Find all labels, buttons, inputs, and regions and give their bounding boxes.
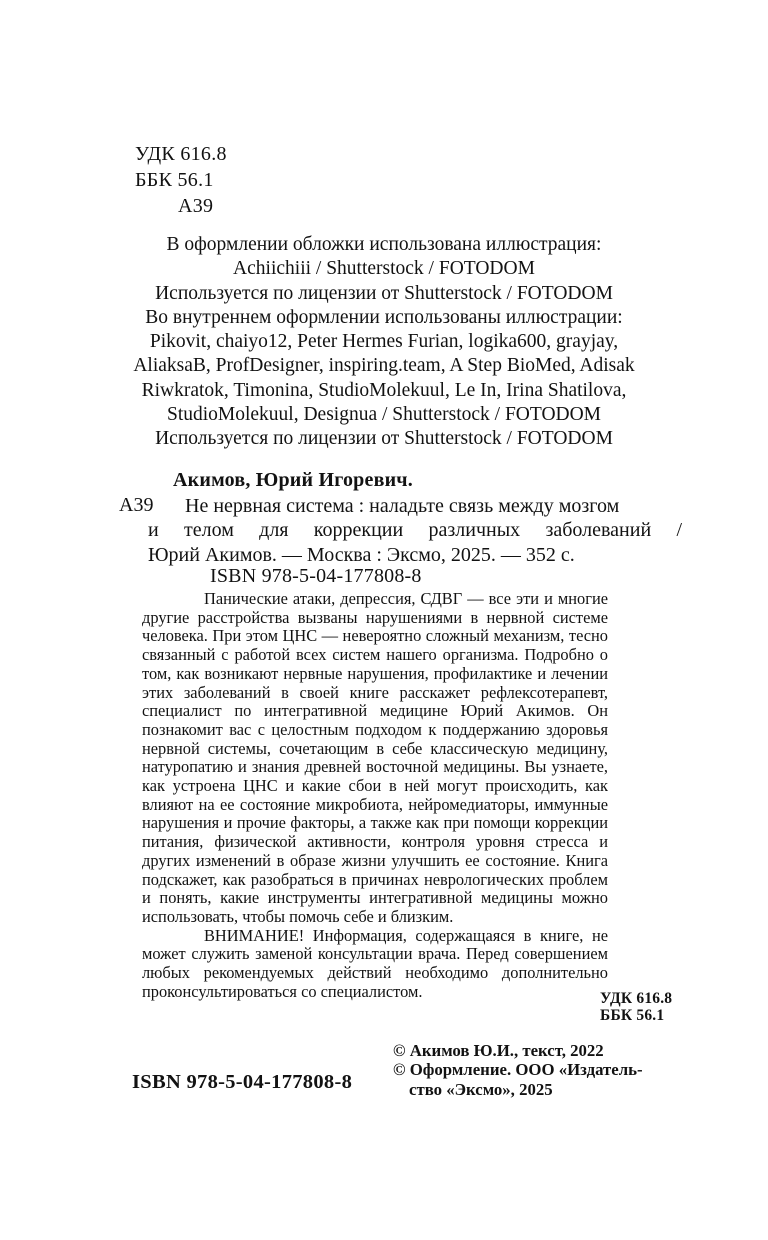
udk-code: УДК 616.8 xyxy=(135,143,227,165)
catalog-description-line: Не нервная система : наладьте связь между мозгом xyxy=(185,495,620,517)
catalog-code-label: А39 xyxy=(119,494,154,516)
bbk-code-bottom: ББК 56.1 xyxy=(600,1006,665,1024)
copyright-block xyxy=(393,1041,643,1099)
annotation-paragraph: Панические атаки, депрессия, СДВГ — все эти и многие другие расстройства вызваны нарушениями в нервной системе человека. При этом ЦНС — невероятно сложный механизм, тесно связанный с работой всех систем нашего организма. Подробно о том, как возникают нервные нарушения, профилактике и лечении этих заболеваний в своей книге расскажет рефлексотерапевт, специалист по интегративной медицине Юрий Акимов. Он познакомит вас с целостным подходом к поддержанию здоровья нервной системы, сочетающим в себе классическую медицину, натуропатию и знания древней восточной медицины. Вы узнаете, как устроена ЦНС и какие сбои в ней могут происходить, как влияют на ее состояние микробиота, нейромедиаторы, иммунные нарушения и прочие факторы, а также как при помощи коррекции питания, физической активности, контроля уровня стресса и других изменений в образе жизни улучшить ее состояние. Книга подскажет, как разобраться в причинах неврологических проблем и понять, какие инструменты интегративной медицины можно использовать, чтобы помочь себе и близким. xyxy=(142,589,608,926)
copyright-text-line: © Акимов Ю.И., текст, 2022 xyxy=(393,1041,604,1060)
author-heading: Акимов, Юрий Игоревич. xyxy=(173,469,413,491)
illustration-credits xyxy=(104,233,664,452)
warning-paragraph: ВНИМАНИЕ! Информация, содержащаяся в книге, не может служить заменой консультации врача. Перед совершением любых рекомендуемых действий необходимо дополнительно проконсультироваться со специалистом. xyxy=(142,925,608,1001)
credit-line-artists-4: StudioMolekuul, Designua / Shutterstock / FOTODOM xyxy=(166,404,602,426)
bbk-code: ББК 56.1 xyxy=(135,169,214,191)
credit-line-artists-1: Pikovit, chaiyo12, Peter Hermes Furian, logika600, grayjay, xyxy=(149,331,619,353)
annotation-block xyxy=(142,590,608,1001)
credit-line-license: Используется по лицензии от Shutterstock / FOTODOM xyxy=(155,282,613,304)
catalog-description-line: Юрий Акимов. — Москва : Эксмо, 2025. — 352 с. xyxy=(148,543,575,566)
catalog-isbn: ISBN 978-5-04-177808-8 xyxy=(210,565,422,587)
isbn-footer: ISBN 978-5-04-177808-8 xyxy=(132,1071,353,1093)
catalog-description xyxy=(148,494,682,567)
author-code: А39 xyxy=(178,195,214,217)
credit-line-interior-title: Во внутреннем оформлении использованы иллюстрации: xyxy=(145,306,623,328)
copyright-design-line: © Оформление. ООО «Издатель- xyxy=(393,1060,643,1080)
credit-line-artists-3: Riwkratok, Timonina, StudioMolekuul, Le In, Irina Shatilova, xyxy=(141,379,627,401)
credit-line-license-2: Используется по лицензии от Shutterstock / FOTODOM xyxy=(155,428,613,450)
top-bibliographic-codes xyxy=(135,141,227,219)
credit-line-cover-artist: Achiichiii / Shutterstock / FOTODOM xyxy=(233,258,535,280)
catalog-description-line: и телом для коррекции различных заболеваний / xyxy=(148,519,682,542)
copyright-design-line-continued: ство «Эксмо», 2025 xyxy=(409,1079,553,1099)
udk-code-bottom: УДК 616.8 xyxy=(600,990,673,1007)
credit-line-cover-title: В оформлении обложки использована иллюстрация: xyxy=(166,234,602,255)
credit-line-artists-2: AliaksaB, ProfDesigner, inspiring.team, A Step BioMed, Adisak xyxy=(133,355,635,377)
bottom-bibliographic-codes xyxy=(600,991,672,1025)
